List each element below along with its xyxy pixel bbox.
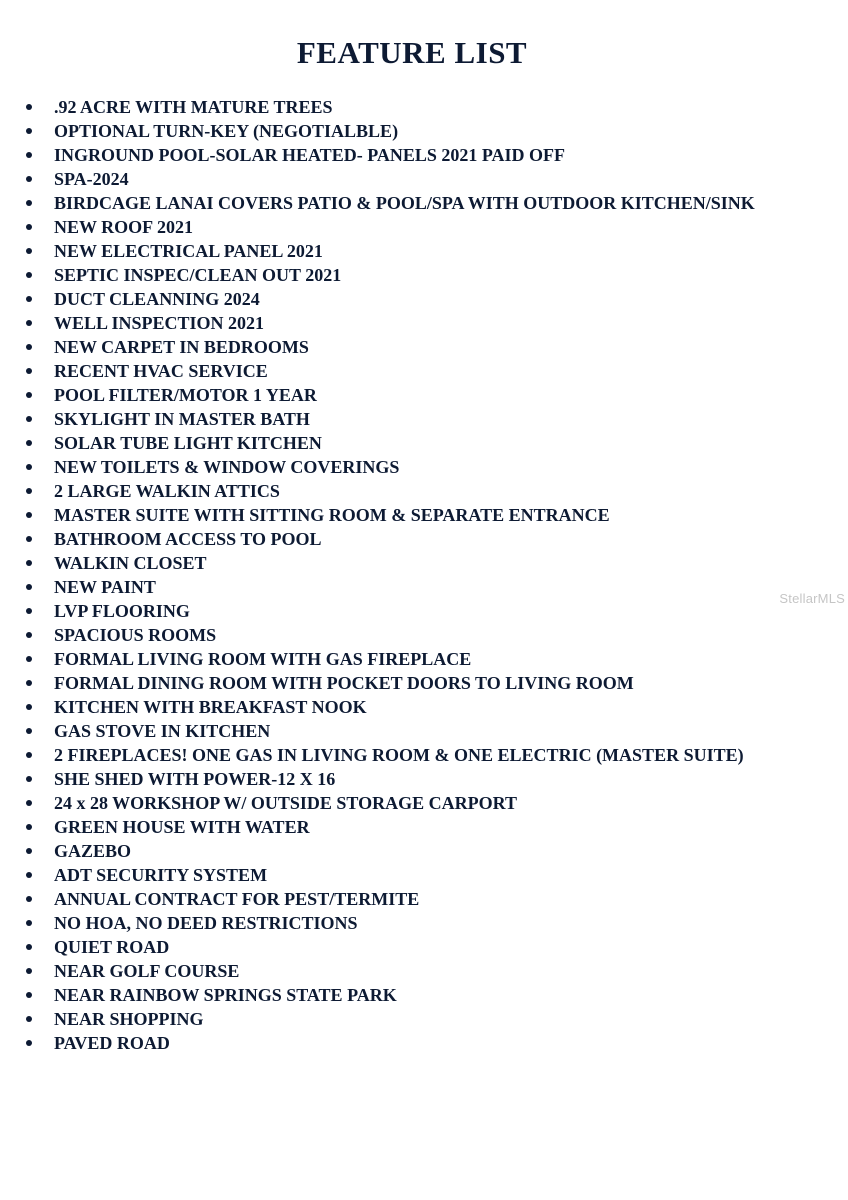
bullet-icon	[26, 128, 32, 134]
list-item	[0, 263, 848, 287]
feature-text: WALKIN CLOSET	[54, 553, 207, 573]
bullet-icon	[26, 272, 32, 278]
bullet-icon	[26, 776, 32, 782]
page-title: FEATURE LIST	[296, 35, 528, 70]
list-item	[0, 287, 848, 311]
list-item	[0, 671, 848, 695]
bullet-icon	[26, 608, 32, 614]
feature-text: OPTIONAL TURN-KEY (NEGOTIALBLE)	[54, 121, 399, 141]
feature-text: 2 FIREPLACES! ONE GAS IN LIVING ROOM & ONE ELECTRIC (MASTER SUITE)	[54, 745, 744, 765]
bullet-icon	[26, 800, 32, 806]
bullet-icon	[26, 536, 32, 542]
bullet-icon	[26, 920, 32, 926]
list-item	[0, 311, 848, 335]
feature-text: DUCT CLEANNING 2024	[54, 289, 260, 309]
feature-text: 2 LARGE WALKIN ATTICS	[54, 481, 280, 501]
feature-text: BATHROOM ACCESS TO POOL	[54, 529, 322, 549]
list-item	[0, 119, 848, 143]
bullet-icon	[26, 368, 32, 374]
bullet-icon	[26, 344, 32, 350]
list-item	[0, 911, 848, 935]
bullet-icon	[26, 440, 32, 446]
feature-text: MASTER SUITE WITH SITTING ROOM & SEPARATE ENTRANCE	[54, 505, 610, 525]
feature-text: KITCHEN WITH BREAKFAST NOOK	[54, 697, 367, 717]
list-item	[0, 575, 848, 599]
feature-text: SHE SHED WITH POWER-12 X 16	[54, 769, 336, 789]
bullet-icon	[26, 992, 32, 998]
list-item	[0, 935, 848, 959]
feature-text: NEAR GOLF COURSE	[54, 961, 240, 981]
bullet-icon	[26, 320, 32, 326]
feature-text: WELL INSPECTION 2021	[54, 313, 265, 333]
list-item	[0, 239, 848, 263]
bullet-icon	[26, 656, 32, 662]
list-item	[0, 215, 848, 239]
feature-text: PAVED ROAD	[54, 1033, 170, 1053]
feature-text: NEAR RAINBOW SPRINGS STATE PARK	[54, 985, 397, 1005]
bullet-icon	[26, 200, 32, 206]
bullet-icon	[26, 752, 32, 758]
feature-text: QUIET ROAD	[54, 937, 170, 957]
list-item	[0, 863, 848, 887]
feature-text: GAS STOVE IN KITCHEN	[54, 721, 271, 741]
feature-text: GAZEBO	[54, 841, 132, 861]
bullet-icon	[26, 296, 32, 302]
list-item	[0, 719, 848, 743]
bullet-icon	[26, 584, 32, 590]
list-item	[0, 815, 848, 839]
feature-text: SOLAR TUBE LIGHT KITCHEN	[54, 433, 322, 453]
bullet-icon	[26, 416, 32, 422]
bullet-icon	[26, 488, 32, 494]
feature-text: 24 x 28 WORKSHOP W/ OUTSIDE STORAGE CARPORT	[54, 793, 517, 813]
list-item	[0, 695, 848, 719]
list-item	[0, 359, 848, 383]
feature-text: SPA-2024	[54, 169, 129, 189]
bullet-icon	[26, 152, 32, 158]
list-item	[0, 983, 848, 1007]
list-item	[0, 95, 848, 119]
bullet-icon	[26, 176, 32, 182]
feature-list	[0, 95, 848, 1055]
bullet-icon	[26, 632, 32, 638]
feature-text: NO HOA, NO DEED RESTRICTIONS	[54, 913, 358, 933]
bullet-icon	[26, 512, 32, 518]
bullet-icon	[26, 248, 32, 254]
list-item	[0, 407, 848, 431]
feature-text: ADT SECURITY SYSTEM	[54, 865, 268, 885]
list-item	[0, 383, 848, 407]
feature-text: SPACIOUS ROOMS	[54, 625, 217, 645]
bullet-icon	[26, 728, 32, 734]
bullet-icon	[26, 1016, 32, 1022]
feature-text: ANNUAL CONTRACT FOR PEST/TERMITE	[54, 889, 420, 909]
list-item	[0, 767, 848, 791]
list-item	[0, 1031, 848, 1055]
bullet-icon	[26, 824, 32, 830]
list-item	[0, 335, 848, 359]
feature-text: GREEN HOUSE WITH WATER	[54, 817, 310, 837]
list-item	[0, 503, 848, 527]
list-item	[0, 431, 848, 455]
bullet-icon	[26, 464, 32, 470]
list-item	[0, 191, 848, 215]
feature-text: LVP FLOORING	[54, 601, 190, 621]
bullet-icon	[26, 896, 32, 902]
feature-text: NEW TOILETS & WINDOW COVERINGS	[54, 457, 400, 477]
feature-text: NEW PAINT	[54, 577, 156, 597]
feature-text: SKYLIGHT IN MASTER BATH	[54, 409, 310, 429]
feature-text: INGROUND POOL-SOLAR HEATED- PANELS 2021 PAID OFF	[54, 145, 566, 165]
bullet-icon	[26, 224, 32, 230]
list-item	[0, 839, 848, 863]
feature-text: FORMAL DINING ROOM WITH POCKET DOORS TO LIVING ROOM	[54, 673, 634, 693]
list-item	[0, 143, 848, 167]
list-item	[0, 743, 848, 767]
bullet-icon	[26, 872, 32, 878]
bullet-icon	[26, 392, 32, 398]
watermark: StellarMLS	[779, 591, 845, 606]
feature-text: NEW ROOF 2021	[54, 217, 194, 237]
list-item	[0, 455, 848, 479]
list-item	[0, 887, 848, 911]
list-item	[0, 167, 848, 191]
list-item	[0, 527, 848, 551]
list-item	[0, 623, 848, 647]
bullet-icon	[26, 848, 32, 854]
list-item	[0, 479, 848, 503]
list-item	[0, 599, 848, 623]
bullet-icon	[26, 104, 32, 110]
bullet-icon	[26, 944, 32, 950]
feature-text: NEAR SHOPPING	[54, 1009, 204, 1029]
list-item	[0, 551, 848, 575]
bullet-icon	[26, 560, 32, 566]
list-item	[0, 1007, 848, 1031]
feature-text: NEW CARPET IN BEDROOMS	[54, 337, 309, 357]
list-item	[0, 959, 848, 983]
bullet-icon	[26, 1040, 32, 1046]
bullet-icon	[26, 968, 32, 974]
feature-text: RECENT HVAC SERVICE	[54, 361, 268, 381]
feature-text: POOL FILTER/MOTOR 1 YEAR	[54, 385, 317, 405]
feature-text: SEPTIC INSPEC/CLEAN OUT 2021	[54, 265, 342, 285]
feature-text: FORMAL LIVING ROOM WITH GAS FIREPLACE	[54, 649, 472, 669]
list-item	[0, 647, 848, 671]
feature-text: .92 ACRE WITH MATURE TREES	[54, 97, 333, 117]
list-item	[0, 791, 848, 815]
feature-text: BIRDCAGE LANAI COVERS PATIO & POOL/SPA WITH OUTDOOR KITCHEN/SINK	[54, 193, 755, 213]
feature-text: NEW ELECTRICAL PANEL 2021	[54, 241, 323, 261]
bullet-icon	[26, 680, 32, 686]
bullet-icon	[26, 704, 32, 710]
